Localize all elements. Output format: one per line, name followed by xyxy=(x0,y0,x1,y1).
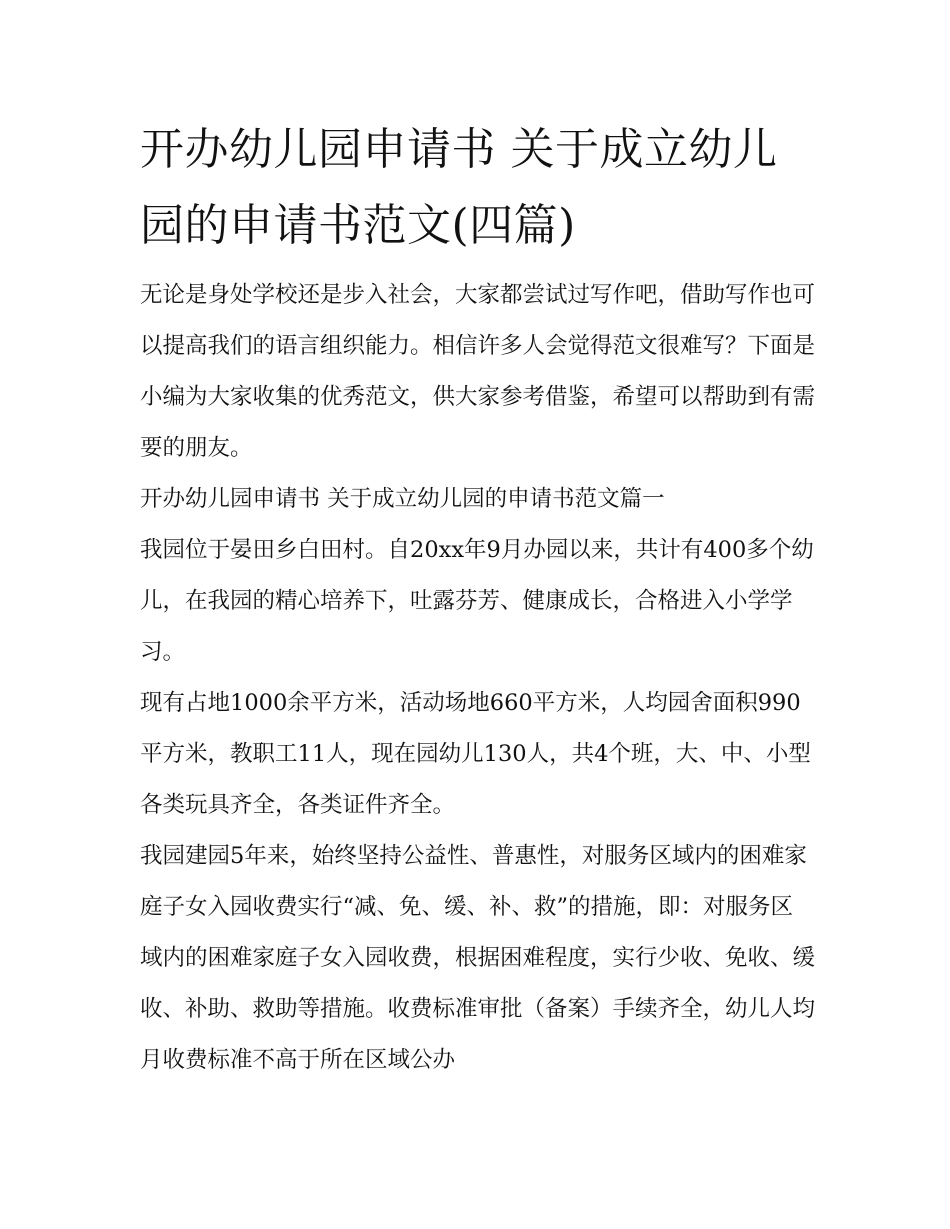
body-paragraph-fees: 我园建园5年来，始终坚持公益性、普惠性，对服务区域内的困难家庭子女入园收费实行“减、免、缓、补、救”的措施，即：对服务区域内的困难家庭子女入园收费，根据困难程度，实行少收、免收、缓收、补助、救助等措施。收费标准审批（备案）手续齐全，幼儿人均月收费标准不高于所在区域公办 xyxy=(140,843,816,1073)
document-body xyxy=(140,112,815,1086)
body-paragraph-facilities: 现有占地1000余平方米，活动场地660平方米，人均园舍面积990平方米，教职工11人，现在园幼儿130人，共4个班，大、中、小型各类玩具齐全，各类证件齐全。 xyxy=(140,690,811,818)
section-heading: 开办幼儿园申请书 关于成立幼儿园的申请书范文篇一 xyxy=(140,486,665,512)
body-paragraph-location: 我园位于晏田乡白田村。自20xx年9月办园以来，共计有400多个幼儿，在我园的精心培养下，吐露芬芳、健康成长，合格进入小学学习。 xyxy=(140,537,814,665)
document-title: 开办幼儿园申请书 关于成立幼儿园的申请书范文(四篇) xyxy=(140,124,778,251)
intro-paragraph: 无论是身处学校还是步入社会，大家都尝试过写作吧，借助写作也可以提高我们的语言组织能力。相信许多人会觉得范文很难写？下面是小编为大家收集的优秀范文，供大家参考借鉴，希望可以帮助到有需要的朋友。 xyxy=(140,282,816,461)
